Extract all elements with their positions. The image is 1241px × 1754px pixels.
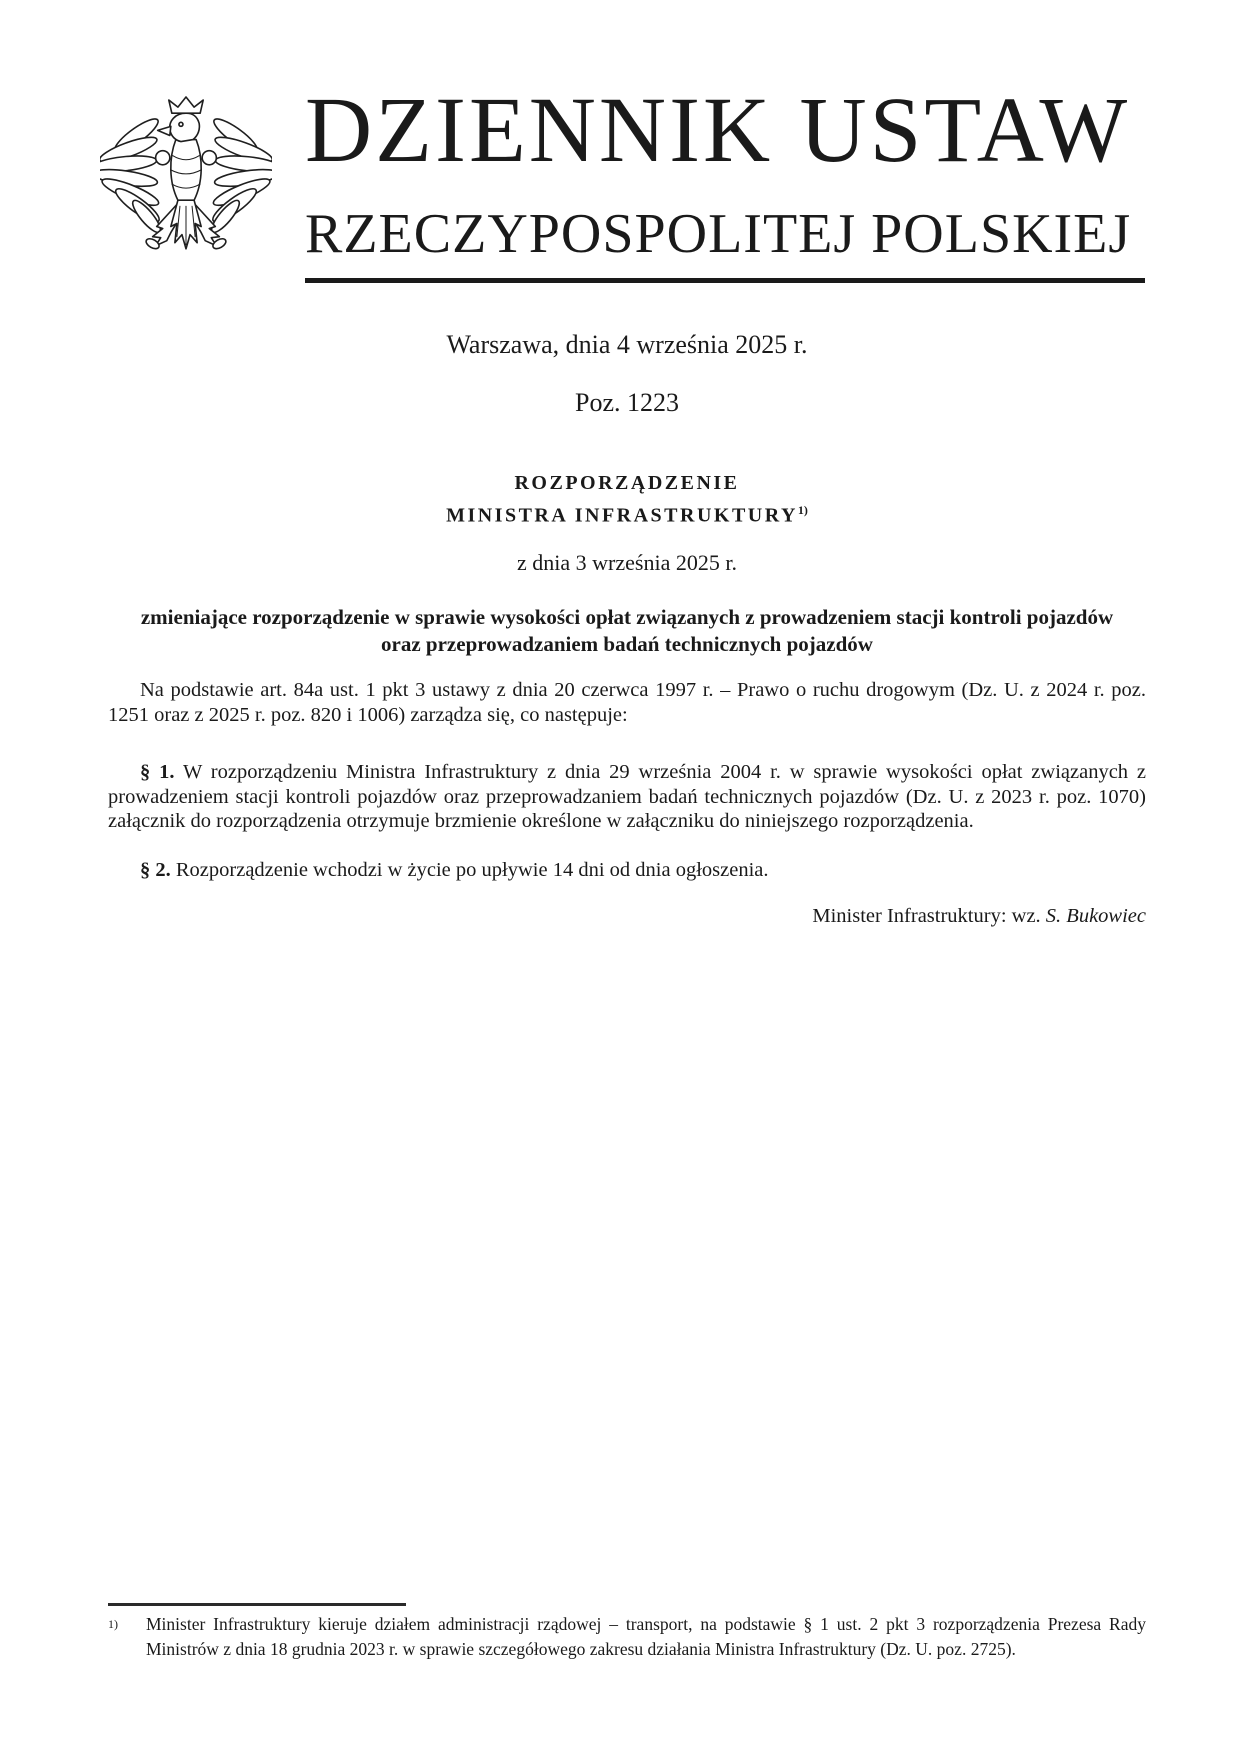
footnote-separator [108, 1603, 406, 1606]
paragraph-2-label: § 2. [140, 859, 171, 881]
masthead-rule [305, 278, 1145, 283]
act-type-heading: ROZPORZĄDZENIE [514, 472, 740, 494]
position-number: Poz. 1223 [575, 388, 679, 417]
footnote [108, 1612, 1146, 1662]
polish-eagle-icon [100, 94, 272, 268]
footnote-reference-mark: 1) [797, 503, 808, 517]
masthead [305, 79, 1145, 283]
paragraph-1 [108, 760, 1146, 834]
journal-title: DZIENNIK USTAW [305, 79, 1131, 182]
act-subject-line-1: zmieniające rozporządzenie w sprawie wysokości opłat związanych z prowadzeniem stacji kontroli pojazdów [140, 605, 1114, 629]
paragraph-2-text: Rozporządzenie wchodzi w życie po upływie 14 dni od dnia ogłoszenia. [170, 859, 769, 881]
act-subject-title [108, 604, 1146, 658]
signature-role: Minister Infrastruktury: wz. [812, 905, 1046, 927]
paragraph-1-label: § 1. [140, 761, 175, 783]
paragraph-1-text: W rozporządzeniu Ministra Infrastruktury z dnia 29 września 2004 r. w sprawie wysokości opłat związanych z prowadzeniem stacji kontroli pojazdów oraz przeprowadzaniem badań technicznych pojazdów (Dz. U. z 2023 r. poz. 1070) załącznik do rozporządzenia otrzymuje brzmienie określone w załączniku do niniejszego rozporządzenia. [108, 761, 1146, 832]
act-issuer-text: MINISTRA INFRASTRUKTURY [446, 504, 798, 527]
place-date-line: Warszawa, dnia 4 września 2025 r. [446, 330, 808, 359]
act-subject-line-2: oraz przeprowadzaniem badań technicznych pojazdów [381, 632, 873, 656]
signature-name: S. Bukowiec [1045, 905, 1146, 927]
signature-line [108, 905, 1146, 928]
footnote-text: Minister Infrastruktury kieruje działem administracji rządowej – transport, na podstawie § 1 ust. 2 pkt 3 rozporządzenia Prezesa Rady Ministrów z dnia 18 grudnia 2023 r. w sprawie szczegółowego zakresu działania Ministra Infrastruktury (Dz. U. poz. 2725). [146, 1614, 1146, 1659]
journal-subtitle: RZECZYPOSPOLITEJ POLSKIEJ [305, 203, 1132, 265]
paragraph-2 [108, 858, 1146, 883]
act-date-line: z dnia 3 września 2025 r. [517, 550, 737, 575]
polish-eagle-emblem [100, 94, 272, 268]
act-issuer-heading [108, 503, 1146, 528]
preamble-paragraph: Na podstawie art. 84a ust. 1 pkt 3 ustawy z dnia 20 czerwca 1997 r. – Prawo o ruchu drogowym (Dz. U. z 2024 r. poz. 1251 oraz z 2025 r. poz. 820 i 1006) zarządza się, co następuje: [108, 679, 1146, 726]
footnote-marker: 1) [108, 1617, 118, 1631]
